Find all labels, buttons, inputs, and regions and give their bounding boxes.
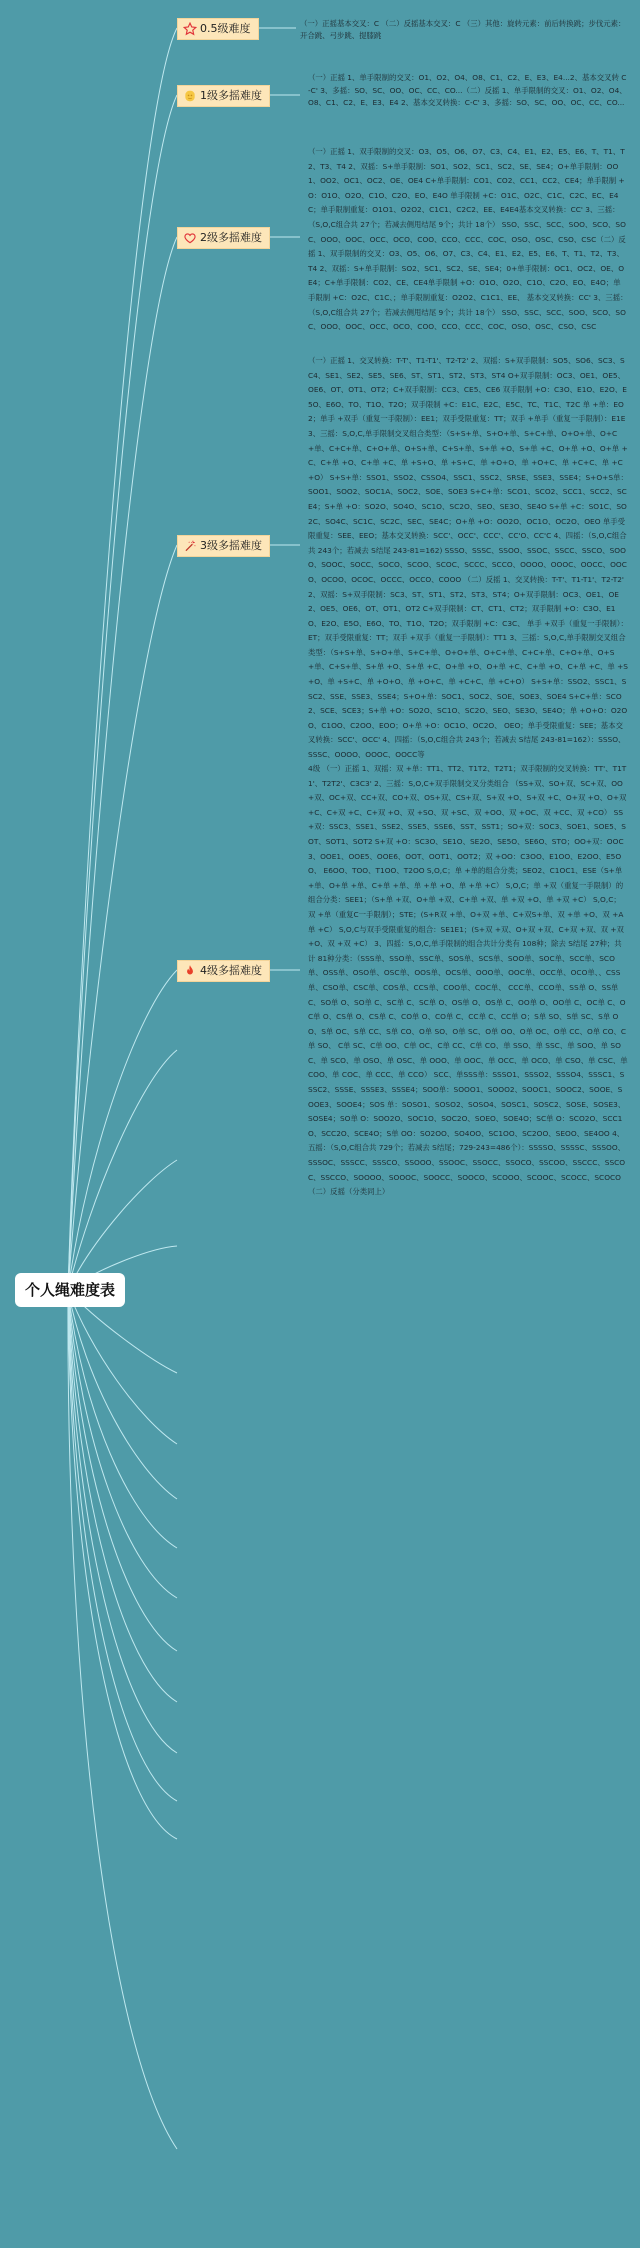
branch-label: 1级多摇难度 — [200, 89, 262, 102]
branch-detail-text: （一）正摇基本交叉：C （二）反摇基本交叉：C （三）其他：旋转元素：前后转换跳；步伐元素：开合跳、弓步跳、提膝跳 — [300, 19, 626, 40]
branch-detail-text: 4级 （一）正摇 1、双摇：双 +单：TT1、TT2、T1T2、T2T1；双手限制的交叉转换：TT'、T1T1'、T2T2'、C3C3' 2、三摇：S,O,C+双手限制交叉分类组合 （SS+双、SO+双、SC+双、OO+双、OC+双、CC+双、CO+双、OS+双、CS+双、S+双 +O、S+双 +C、O+双 +O、O+双 +C、C+双 +C、C+双 +O、双 +SO、双 +SC、双 +OO、双 +OC、双 +CC、双 +CO） SS+双：SSC3、SSE1、SSE2、SSE5、SSE6、SST、SST1；SO+双：SOC3、SOE1、SOE5、SOT、SOT1、SOT2 S+双 +O：SC3O、SE1O、SE2O、SE5O、SE6O、STO；OO+双：OOC3、OOE1、OOE5、OOE6、OOT、OOT1、OOT2；双 +OO：C3OO、E1OO、E2OO、E5OO、 E6OO、TOO、T1OO、T2OO S,O,C；单 +单的组合分类；SEO2、C1OC1、ESE（S+单 +单、O+单 +单、C+单 +单、单 +单 +O、单 +单 +C） S,O,C；单 +双（重复一手限制）的组合分类：SEE1；（S+单 +双、O+单 +双、C+单 +双、单 +双 +O、单 +双 +C） S,O,C；双 +单（重复C一手限制）；STE；(S+R双 +单、O+双 +单、C+双S+单、双 +单 +O、双 +A单 +C） S,O,C与双手受限重复的组合：SE1E1；(S+双 +双、O+双 +双、C+双 +双、双 +双 +O、双 +双 +C） 3、四摇：S,O,C,单手限制的组合共计分类有 108种；除去 S结尾 27种；共计 81种分类：（SSS单、SSO单、SSC单、SOS单、SCS单、SOO单、SOC单、SCC单、SCO单、OSS单、OSO单、OSC单、OOS单、OCS单、OOO单、OOC单、OCC单、OCO单、、CSS单、CSO单、CSC单、COS单、CCS单、COO单、COC单、 CCC单、CCO单、SS单 O、SS单 C、SO单 O、SO单 C、SC单 C、SC单 O、OS单 O、OS单 C、OO单 O、OO单 C、OC单 C、OC单 O、CS单 O、CS单 C、CO单 O、CO单 C、CC单 C、CC单 O；S单 SO、S单 SC、S单 OO、S单 OC、S单 CC、S单 CO、O单 SO、O单 SC、O单 OO、O单 OC、O单 CC、O单 CO、C单 SO、 C单 SC、C单 OO、C单 OC、C单 CC、C单 CO、单 SSO、单 SSC、单 SOO、单 SOC、单 SCO、单 OSO、单 OSC、单 OOO、单 OOC、单 OCC、单 OCO、单 CSO、单 CSC、单 COO、单 COC、单 CCC、单 CCO） SCC、单SSS单：SSSO1、SSSO2、SSSO4、SSSC1、SSSC2、SSSE、SSSE3、SSSE4；SOO单：SOOO1、SOOO2、SOOC1、SOOC2、SOOE、SOOE3、SOOE4；SOS 单：SOSO1、SOSO2、SOSO4、SOSC1、SOSC2、SOSE、SOSE3、SOSE4；SO单 O：SOO2O、SOC1O、SOC2O、SOEO、SOE4O；SC单 O：SCO2O、SCC1O、SCC2O、SCE4O；S单 OO：SO2OO、SO4OO、SC1OO、SC2OO、SEOO、SE4OO 4、五摇：（S,O,C组合共 729个；若减去 S结尾；729-243=486个）：SSSSO、SSSSC、SSSOO、SSSOC、SSSCC、SSSCO、SSOOO、SSOOC、SSOCC、SSOCO、SSCOO、SSCCC、SSCOC、SSCCO、SOOOO、SOOOC、SOOCC、SOOCO、SCOOO、SCOOC、SCOCC、SCOCO （二）反摇（分类同上） — [308, 764, 628, 1197]
branch-node-level-3[interactable] — [177, 535, 270, 557]
star-outline-icon — [183, 22, 197, 36]
branch-label: 4级多摇难度 — [200, 964, 262, 977]
branch-node-level-4[interactable] — [177, 960, 270, 982]
branch-node-level-0-5[interactable] — [177, 18, 259, 40]
branch-detail-text: （一）正摇 1、交叉转换：T-T'、T1-T1'、T2-T2' 2、双摇：S+双手限制：SO5、SO6、SC3、SC4、SE1、SE2、SE5、SE6、ST、ST1、ST2、ST3、ST4 O+双手限制：OC3、OE1、OE5、OE6、OT、OT1、OT2；C+双手限制：CC3、CE5、CE6 双手限制 +O：C3O、E1O、E2O、E5O、E6O、TO、T1O、T2O；双手限制 +C：E1C、E2C、E5C、TC、T1C、T2C 单 +单：EO2；单手 +双手（重复一手限制）：EE1；双手受限重复：TT；双手 +单手（重复一手限制）：E1E 3、三摇：S,O,C,单手限制交叉组合类型：（S+S+单、S+O+单、S+C+单、O+O+单、O+C+单、C+C+单、C+O+单、O+S+单、C+S+单、S+单 +O、S+单 +C、O+单 +O、O+单 +C、C+单 +O、C+单 +C、单 +S+O、单 +S+C、单 +O+O、单 +O+C、单 +C+C、单 +C+O） S+S+单：SSO1、SSO2、CSSO4、SSC1、SSC2、SRSE、SSE3、SSE4；S+O+S单：SOO1、SOO2、SOC1A、SOC2、SOE、SOE3 S+C+单：SCO1、SCO2、SCC1、SCC2、SCE4；S+单 +O：SO2O、SO4O、SC1O、SC2O、SEO、SE3O、SE4O S+单 +C：SO1C、SO2C、SO4C、SC1C、SC2C、SEC、SE4C；O+单 +O：OO2O、OC1O、OC2O、OEO 单手受限重复：SEE、EEO；基本交叉转换：SCC'、OCC'、CCC'、CC'O、CC'C 4、四摇：（S,O,C组合共 243个；若减去 S结尾 243-81=162) SSSO、SSSC、SSOO、SSOC、SSCC、SSCO、SOOO、SOOC、SOCC、SOCO、SCOO、SCOC、SCCC、SCCO、OOOO、OOOC、OOCC、OOCO、OCOO、OCOC、OCCC、OCCO、COOO （二）反摇 1、交叉转换：T-T'、T1-T1'、T2-T2' 2、双摇：S+双手限制：SC3、ST、ST1、ST2、ST3、ST4；O+双手限制：OC3、OE1、OE2、OE5、OE6、OT、OT1、OT2 C+双手限制：CT、CT1、CT2；双手限制 +O：C3O、E1O、E2O、E5O、E6O、TO、T1O、T2O；双手限制 +C：C3C、 单手 +双手（重复一手限制）：ET；双手受限重复：TT；双手 +双手（重复一手限制）：TT1 3、三摇：S,O,C,单手限制交叉组合类型：（S+S+单、S+O+单、S+C+单、O+O+单、O+C+单、C+C+单、C+O+单、O+S+单、C+S+单、S+单 +O、S+单 +C、O+单 +O、O+单 +C、C+单 +O、C+单 +C、单 +S+O、单 +S+C、单 +O+O、单 +O+C、单 +C+C、单 +C+O） S+S+单：SSO2、SSC1、SSC2、SSE、SSE3、SSE4；S+O+单：SOC1、SOC2、SOE、SOE3、SOE4 S+C+单：SCO2、SCE、SCE3；S+单 +O：SO2O、SC1O、SC2O、SEO、SE3O、SE4O；单 +O+O：O2OO、C1OO、C2OO、EOO；O+单 +O：OC1O、OC2O、 OEO；单手受限重复：SEE；基本交叉转换：SCC'、OCC' 4、四摇：（S,O,C组合共 243个；若减去 S结尾 243-81=162）：SSSO、SSSC、OOOO、OOOC、OOCC等 — [308, 356, 628, 760]
fire-icon — [183, 964, 197, 978]
branch-detail-text: （一）正摇 1、双手限制的交叉：O3、O5、O6、O7、C3、C4、E1、E2、E5、E6、T、T1、T2、T3、T4 2、双摇：S+单手限制：SO1、SO2、SC1、SC2、SE、SE4；O+单手限制：OO1、OO2、OC1、OC2、OE、OE4 C+单手限制：CO1、CO2、CC1、CC2、CE4；单手限制 +O：O1O、O2O、C1O、C2O、EO、E4O 单手限制 +C：O1C、O2C、C1C、C2C、EC、E4C；单手限制重复：O1O1、O2O2、C1C1、C2C2、EE、E4E4基本交叉转换：CC' 3、三摇：（S,O,C组合共 27个；若减去侧甩结尾 9个；共计 18个） SSO、SSC、SCC、SOO、SCO、SOC、OOO、OOC、OCC、OCO、COO、CCO、CCC、COC、OSO、OSC、CSO、CSC（二）反摇 1、双手限制的交叉：O3、O5、O6、O7、C3、C4、E1、E2、E5、E6、T、T1、T2、T3、T4 2、双摇：S+单手限制：SO2、SC1、SC2、SE、SE4；0+单手限制：OC1、OC2、OE、OE4；C+单手限制：CO2、CE、CE4单手限制 +O：O1O、O2O、C1O、C2O、EO、E4O；单手限制 +C：O2C、C1C、；单手限制重复：O2O2、C1C1、EE、 基本交叉转换：CC' 3、三摇：（S,O,C组合共 27个；若减去侧甩结尾 9个；共计 18个） SSO、SSC、SCC、SOO、SCO、SOC、OOO、OOC、OCC、OCO、COO、CCO、CCC、COC、OSO、OSC、CSO、CSC — [308, 147, 628, 332]
branch-label: 2级多摇难度 — [200, 231, 262, 244]
branch-label: 0.5级难度 — [200, 22, 251, 35]
root-node[interactable] — [15, 1273, 125, 1307]
root-label: 个人绳难度表 — [25, 1281, 116, 1299]
branch-label: 3级多摇难度 — [200, 539, 262, 552]
branch-detail-text: （一）正摇 1、单手限制的交叉：O1、O2、O4、O8、C1、C2、E、E3、E4...2、基本交叉转 C-C' 3、多摇：SO、SC、OO、OC、CC、CO...（二）反摇 1、单手限制的交叉：O1、O2、O4、O8、C1、C2、E、E3、E4 2、基本交叉转换：C-C' 3、多摇：SO、SC、OO、OC、CC、CO... — [308, 73, 627, 108]
branch-node-level-1[interactable] — [177, 85, 270, 107]
face-badge-icon — [183, 89, 197, 103]
heart-outline-icon — [183, 231, 197, 245]
branch-node-level-2[interactable] — [177, 227, 270, 249]
magic-wand-icon — [183, 539, 197, 553]
